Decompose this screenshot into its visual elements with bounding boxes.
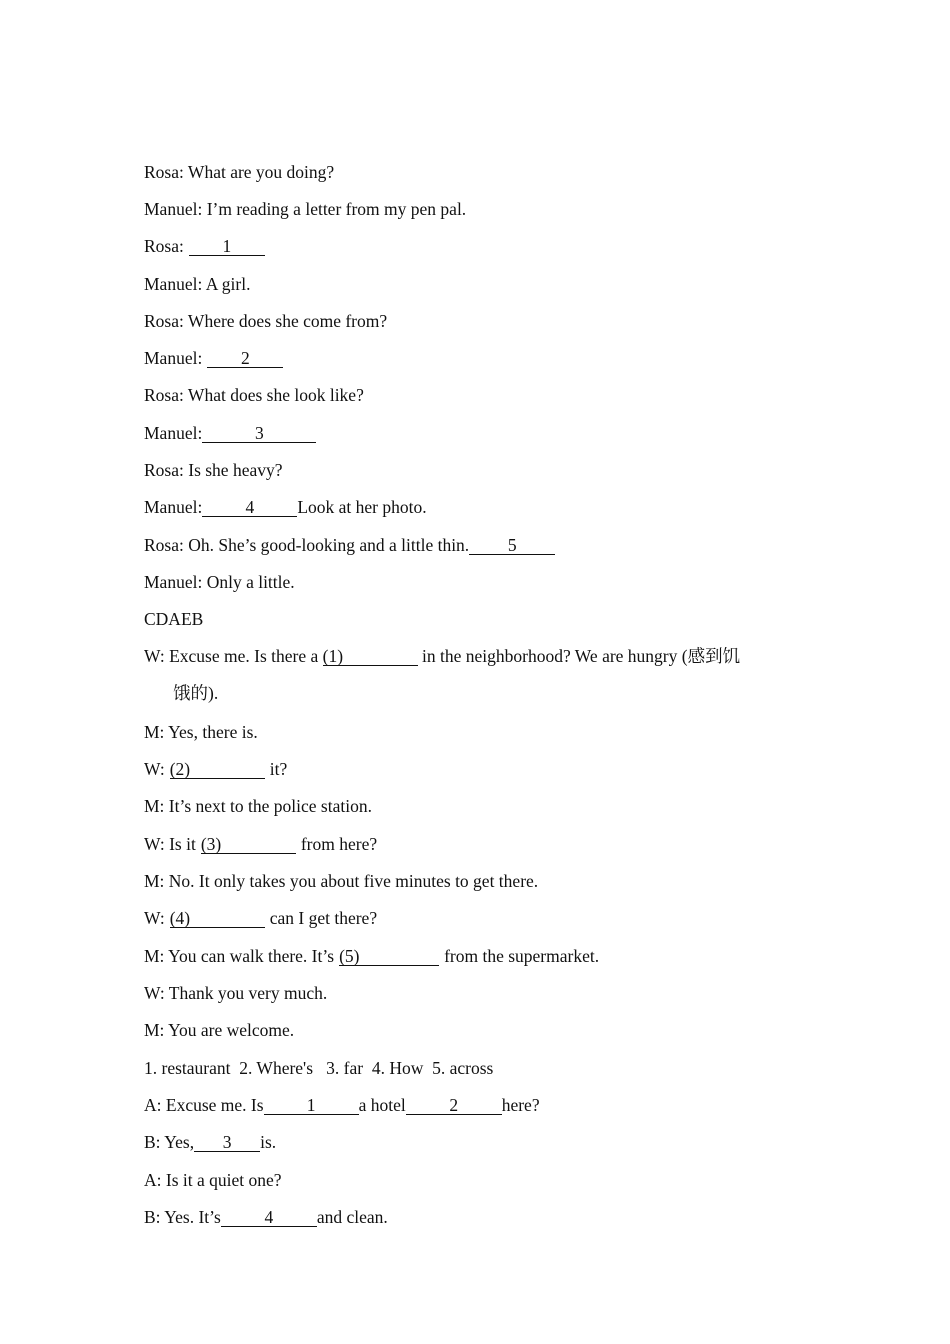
dialogue-line: W: Thank you very much. <box>144 983 328 1003</box>
dialogue-line <box>144 236 265 256</box>
dialogue-text: W: Excuse me. Is there a <box>144 646 319 666</box>
dialogue-line <box>144 497 427 517</box>
dialogue-line <box>144 638 806 712</box>
answer-key: CDAEB <box>144 609 204 629</box>
dialogue-text: is. <box>260 1132 277 1152</box>
dialogue-text: it? <box>269 759 288 779</box>
dialogue-line: Manuel: Only a little. <box>144 572 295 592</box>
dialogue-text: 饿的). <box>173 683 219 703</box>
dialogue-text: B: Yes. It’s <box>144 1207 221 1227</box>
dialogue-line <box>144 908 377 928</box>
dialogue-line <box>144 1132 276 1152</box>
dialogue-line: M: It’s next to the police station. <box>144 796 372 816</box>
dialogue-line: Manuel: I’m reading a letter from my pen pal. <box>144 199 467 219</box>
dialogue-text: A: Excuse me. Is <box>144 1095 264 1115</box>
dialogue-text: a hotel <box>358 1095 406 1115</box>
answer-blank: 4 <box>202 498 297 517</box>
dialogue-text: M: You can walk there. It’s <box>144 946 335 966</box>
dialogue-line: M: Yes, there is. <box>144 722 258 742</box>
answer-blank: (2) <box>170 760 265 779</box>
dialogue-text: in the neighborhood? We are hungry (感到饥 <box>422 646 741 666</box>
speaker-text: Manuel: <box>144 497 203 517</box>
dialogue-line: A: Is it a quiet one? <box>144 1170 282 1190</box>
dialogue-line <box>144 946 599 966</box>
answer-blank: 3 <box>202 424 316 443</box>
answer-blank: (5) <box>339 947 439 966</box>
dialogue-line: Rosa: What does she look like? <box>144 385 364 405</box>
answer-key: 1. restaurant 2. Where's 3. far 4. How 5. across <box>144 1058 494 1078</box>
dialogue-line <box>144 1095 540 1115</box>
answer-blank: (3) <box>201 835 296 854</box>
dialogue-line: Rosa: Where does she come from? <box>144 311 388 331</box>
dialogue-line: M: You are welcome. <box>144 1020 295 1040</box>
answer-blank: (4) <box>170 909 265 928</box>
answer-blank: 1 <box>189 237 265 256</box>
speaker-text: W: <box>144 759 165 779</box>
dialogue-line <box>144 759 287 779</box>
answer-blank: 1 <box>264 1096 359 1115</box>
dialogue-text: here? <box>501 1095 540 1115</box>
answer-blank: 4 <box>221 1208 317 1227</box>
dialogue-text: Look at her photo. <box>297 497 427 517</box>
dialogue-text: from here? <box>300 834 378 854</box>
dialogue-line <box>144 348 283 368</box>
speaker-text: Manuel: <box>144 348 203 368</box>
dialogue-text: W: Is it <box>144 834 196 854</box>
dialogue-line <box>144 834 377 854</box>
dialogue-line <box>144 535 555 555</box>
dialogue-line: Manuel: A girl. <box>144 274 251 294</box>
dialogue-text: and clean. <box>316 1207 388 1227</box>
answer-blank: 2 <box>406 1096 502 1115</box>
speaker-text: Rosa: <box>144 236 184 256</box>
dialogue-text: can I get there? <box>269 908 378 928</box>
speaker-text: W: <box>144 908 165 928</box>
dialogue-text: Rosa: Oh. She’s good-looking and a little thin. <box>144 535 470 555</box>
dialogue-text: from the supermarket. <box>444 946 600 966</box>
dialogue-line: Rosa: What are you doing? <box>144 162 335 182</box>
speaker-text: Manuel: <box>144 423 203 443</box>
dialogue-line: Rosa: Is she heavy? <box>144 460 283 480</box>
speaker-text: B: Yes, <box>144 1132 195 1152</box>
dialogue-line <box>144 1207 388 1227</box>
answer-blank: 5 <box>469 536 555 555</box>
answer-blank: 3 <box>194 1133 260 1152</box>
answer-blank: (1) <box>323 647 418 666</box>
answer-blank: 2 <box>207 349 283 368</box>
dialogue-line: M: No. It only takes you about five minutes to get there. <box>144 871 539 891</box>
dialogue-line <box>144 423 316 443</box>
